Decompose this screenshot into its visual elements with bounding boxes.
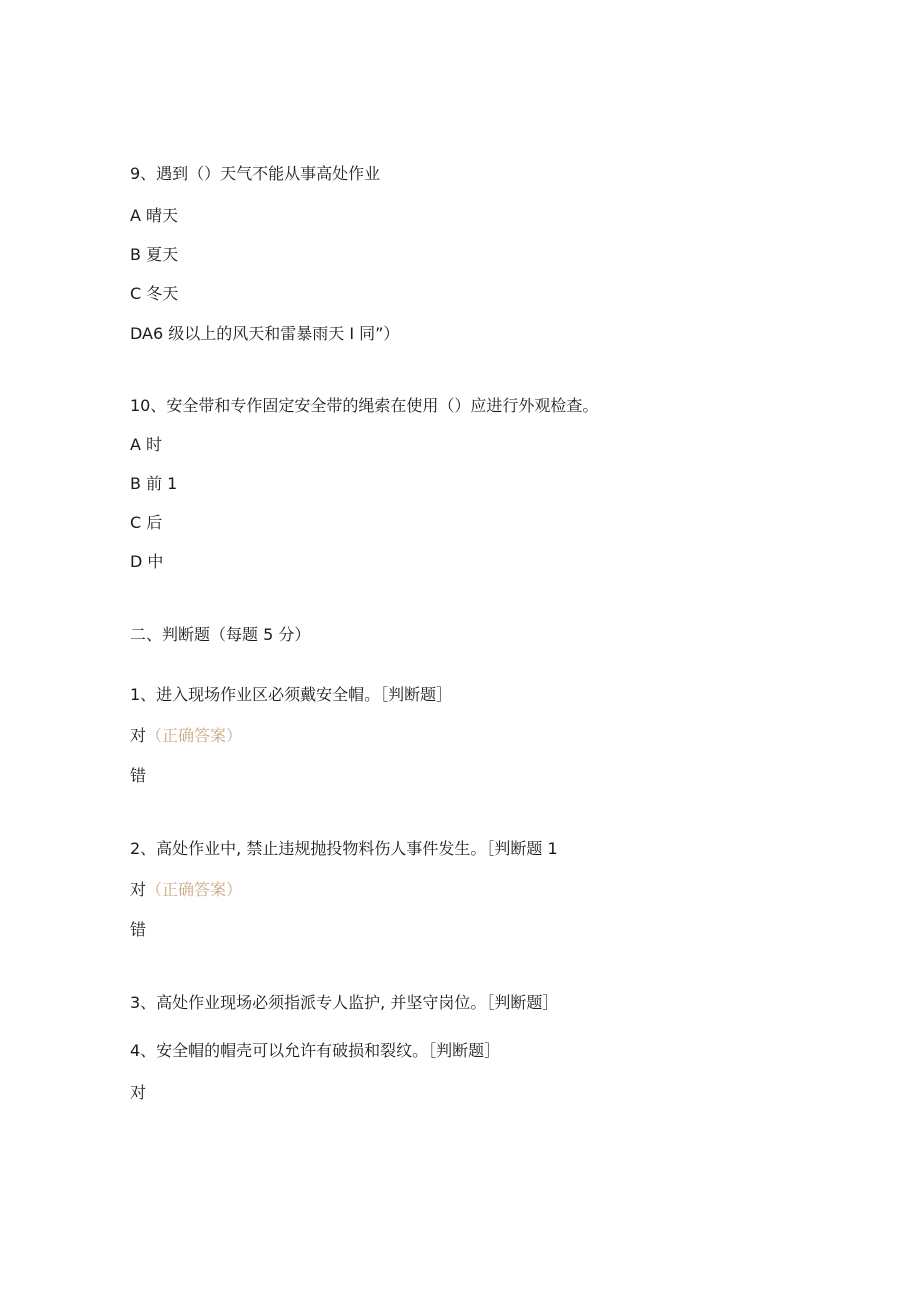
- tf2-option-false: 错: [130, 920, 147, 939]
- q9-option-b: B 夏天: [130, 245, 179, 264]
- tf-question-4: 4、安全帽的帽壳可以允许有破损和裂纹。［判断题］: [130, 1041, 501, 1060]
- q10-option-d: D 中: [130, 552, 164, 571]
- q9-option-a: A 晴天: [130, 206, 179, 225]
- tf1-option-true: [130, 726, 242, 746]
- option-true-label: 对: [130, 880, 147, 899]
- q10-option-a: A 时: [130, 435, 163, 454]
- q9-option-d: DA6 级以上的风天和雷暴雨天 I 同”）: [130, 324, 400, 343]
- q9-option-c: C 冬天: [130, 284, 179, 303]
- correct-answer-tag: （正确答案）: [146, 726, 243, 745]
- question-9: 9、遇到（）天气不能从事高处作业: [130, 164, 381, 183]
- section-heading: 二、判断题（每题 5 分）: [130, 625, 311, 644]
- option-true-label: 对: [130, 726, 147, 745]
- question-10: 10、安全带和专作固定安全带的绳索在使用（）应进行外观检查。: [130, 396, 599, 415]
- correct-answer-tag: （正确答案）: [146, 880, 243, 899]
- tf2-option-true: [130, 880, 242, 900]
- tf4-option-true: 对: [130, 1083, 147, 1102]
- q10-option-b: B 前 1: [130, 474, 178, 493]
- tf-question-3: 3、高处作业现场必须指派专人监护, 并坚守岗位。［判断题］: [130, 993, 559, 1012]
- tf-question-1: 1、进入现场作业区必须戴安全帽。［判断题］: [130, 685, 453, 704]
- q10-option-c: C 后: [130, 513, 163, 532]
- tf1-option-false: 错: [130, 766, 147, 785]
- tf-question-2: 2、高处作业中, 禁止违规抛投物料伤人事件发生。［判断题 1: [130, 839, 558, 858]
